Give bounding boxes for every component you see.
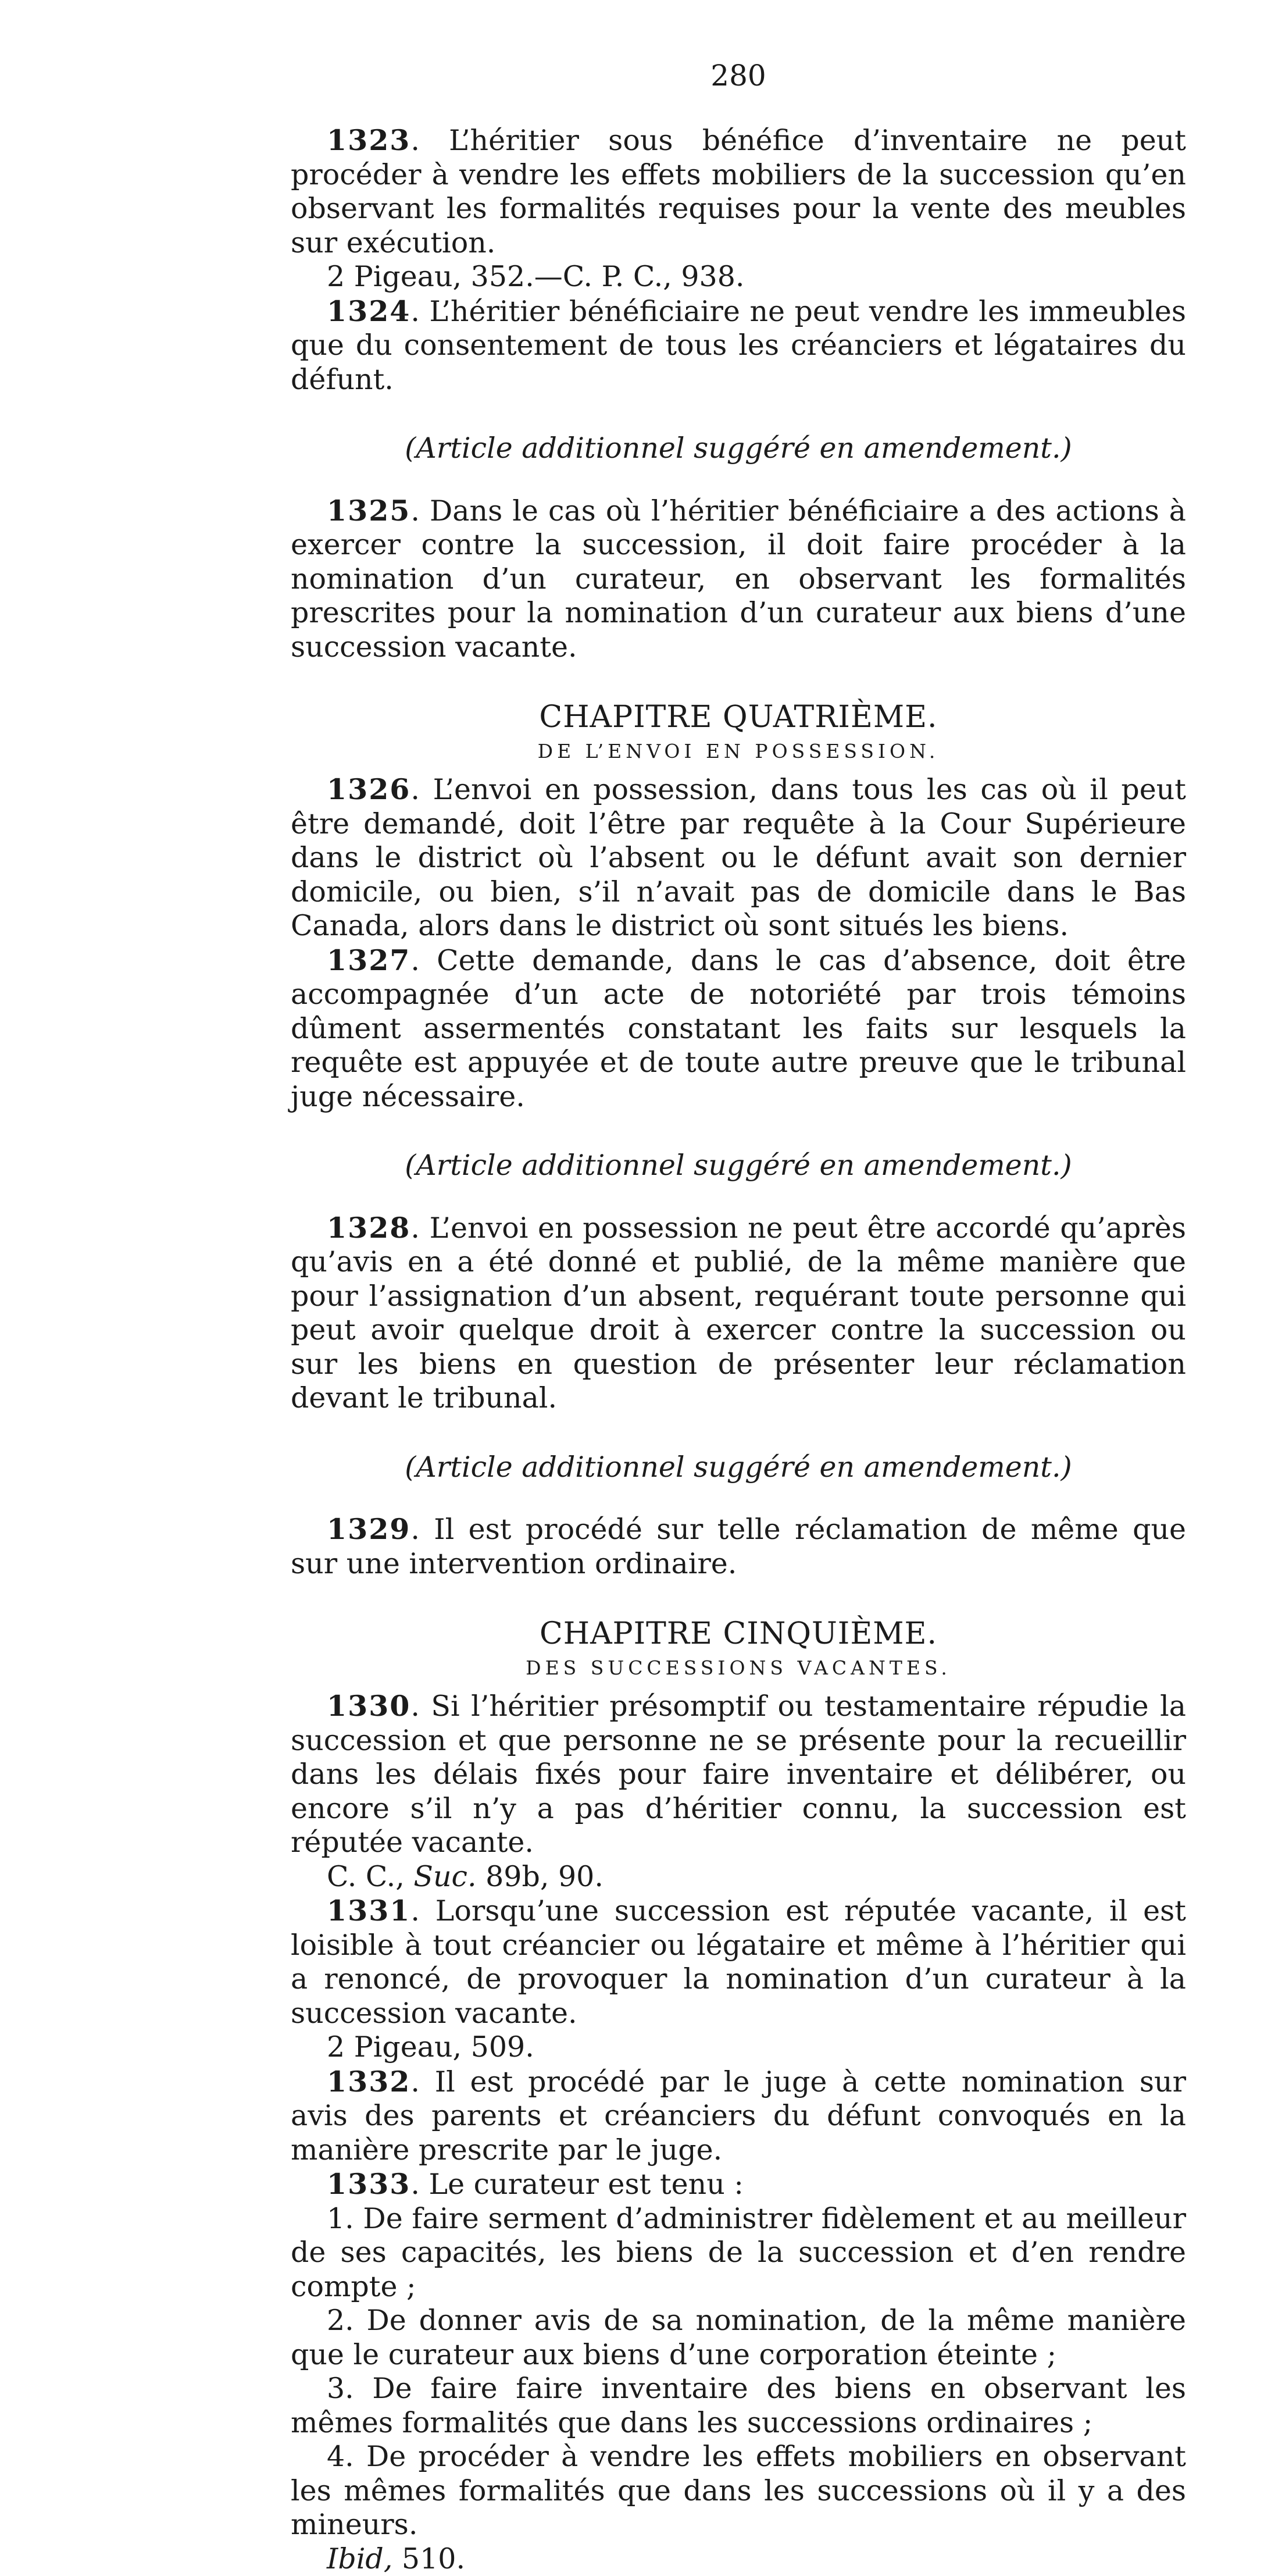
article-number: 1323 xyxy=(327,123,410,157)
reference-suffix: 89b, 90. xyxy=(477,1860,603,1893)
page-number: 280 xyxy=(291,58,1186,93)
article-1326 xyxy=(291,772,1186,943)
reference-1330 xyxy=(291,1860,1186,1894)
reference-italic: Suc. xyxy=(413,1860,476,1893)
article-text: . Il est procédé sur telle réclamation de même que sur une intervention ordinaire. xyxy=(291,1513,1186,1580)
article-number: 1325 xyxy=(327,494,410,528)
article-number: 1324 xyxy=(327,294,410,328)
article-1324 xyxy=(291,294,1186,397)
chapter-heading: CHAPITRE CINQUIÈME. xyxy=(291,1616,1186,1652)
list-item: 1. De faire serment d’administrer fidèlement et au meilleur de ses capacités, les biens de la succession et d’en rendre compte ; xyxy=(291,2202,1186,2304)
article-number: 1326 xyxy=(327,772,410,806)
article-1329 xyxy=(291,1512,1186,1581)
amendment-note: (Article additionnel suggéré en amendement.) xyxy=(291,432,1186,466)
article-1330 xyxy=(291,1689,1186,1860)
article-number: 1330 xyxy=(327,1689,410,1723)
list-item: 2. De donner avis de sa nomination, de la même manière que le curateur aux biens d’une corporation éteinte ; xyxy=(291,2304,1186,2372)
list-item: 3. De faire faire inventaire des biens en observant les mêmes formalités que dans les successions ordinaires ; xyxy=(291,2372,1186,2440)
chapter-heading: CHAPITRE QUATRIÈME. xyxy=(291,699,1186,735)
article-number: 1329 xyxy=(327,1512,410,1546)
article-number: 1332 xyxy=(327,2065,410,2098)
article-number: 1327 xyxy=(327,943,410,977)
chapter-subtitle: DES SUCCESSIONS VACANTES. xyxy=(291,1652,1186,1684)
list-item: 4. De procéder à vendre les effets mobiliers en observant les mêmes formalités que dans les successions où il y a des mineurs. xyxy=(291,2440,1186,2542)
amendment-note: (Article additionnel suggéré en amendement.) xyxy=(291,1149,1186,1183)
article-text: . L’envoi en possession, dans tous les cas où il peut être demandé, doit l’être par requête à la Cour Supérieure dans le district où l’absent ou le défunt avait son dernier domicile, ou bien, s’il n’avait pas de domicile dans le Bas Canada, alors dans le district où sont situés les biens. xyxy=(291,773,1186,942)
article-text: . L’envoi en possession ne peut être accordé qu’après qu’avis en a été donné et publié, de la même manière que pour l’assignation d’un absent, requérant toute personne qui peut avoir quelque droit à exercer contre la succession ou sur les biens en question de présenter leur réclamation devant le tribunal. xyxy=(291,1212,1186,1415)
reference-italic: Ibid, xyxy=(327,2542,392,2575)
article-text: . Lorsqu’une succession est réputée vacante, il est loisible à tout créancier ou légataire et même à l’héritier qui a renoncé, de provoquer la nomination d’un curateur à la succession vacante. xyxy=(291,1894,1186,2030)
article-number: 1328 xyxy=(327,1211,410,1245)
article-text: . Le curateur est tenu : xyxy=(410,2168,743,2201)
article-1331 xyxy=(291,1894,1186,2030)
chapter-subtitle: DE L’ENVOI EN POSSESSION. xyxy=(291,735,1186,768)
article-number: 1333 xyxy=(327,2167,410,2201)
amendment-note: (Article additionnel suggéré en amendement.) xyxy=(291,1451,1186,1485)
article-1327 xyxy=(291,943,1186,1114)
reference-prefix: C. C., xyxy=(327,1860,413,1893)
article-1325 xyxy=(291,494,1186,665)
document-page xyxy=(291,58,1186,2576)
reference-1323: 2 Pigeau, 352.—C. P. C., 938. xyxy=(291,260,1186,294)
article-1333 xyxy=(291,2167,1186,2202)
article-text: . L’héritier bénéficiaire ne peut vendre les immeubles que du consentement de tous les créanciers et légataires du défunt. xyxy=(291,295,1186,396)
article-number: 1331 xyxy=(327,1894,410,1927)
article-text: . Dans le cas où l’héritier bénéficiaire a des actions à exercer contre la succession, il doit faire procéder à la nomination d’un curateur, en observant les formalités prescrites pour la nomination d’un curateur aux biens d’une succession vacante. xyxy=(291,494,1186,664)
article-1328 xyxy=(291,1211,1186,1416)
reference-1331: 2 Pigeau, 509. xyxy=(291,2030,1186,2065)
article-1323 xyxy=(291,123,1186,260)
article-1332 xyxy=(291,2065,1186,2168)
article-text: . Il est procédé par le juge à cette nomination sur avis des parents et créanciers du défunt convoqués en la manière prescrite par le juge. xyxy=(291,2065,1186,2167)
reference-1333 xyxy=(291,2542,1186,2576)
reference-suffix: 510. xyxy=(392,2542,465,2575)
article-text: . Si l’héritier présomptif ou testamentaire répudie la succession et que personne ne se présente pour la recueillir dans les délais fixés pour faire inventaire et délibérer, ou encore s’il n’y a pas d’héritier connu, la succession est réputée vacante. xyxy=(291,1690,1186,1859)
article-text: . L’héritier sous bénéfice d’inventaire ne peut procéder à vendre les effets mobiliers de la succession qu’en observant les formalités requises pour la vente des meubles sur exécution. xyxy=(291,124,1186,259)
article-text: . Cette demande, dans le cas d’absence, doit être accompagnée d’un acte de notoriété par trois témoins dûment assermentés constatant les faits sur lesquels la requête est appuyée et de toute autre preuve que le tribunal juge nécessaire. xyxy=(291,944,1186,1113)
